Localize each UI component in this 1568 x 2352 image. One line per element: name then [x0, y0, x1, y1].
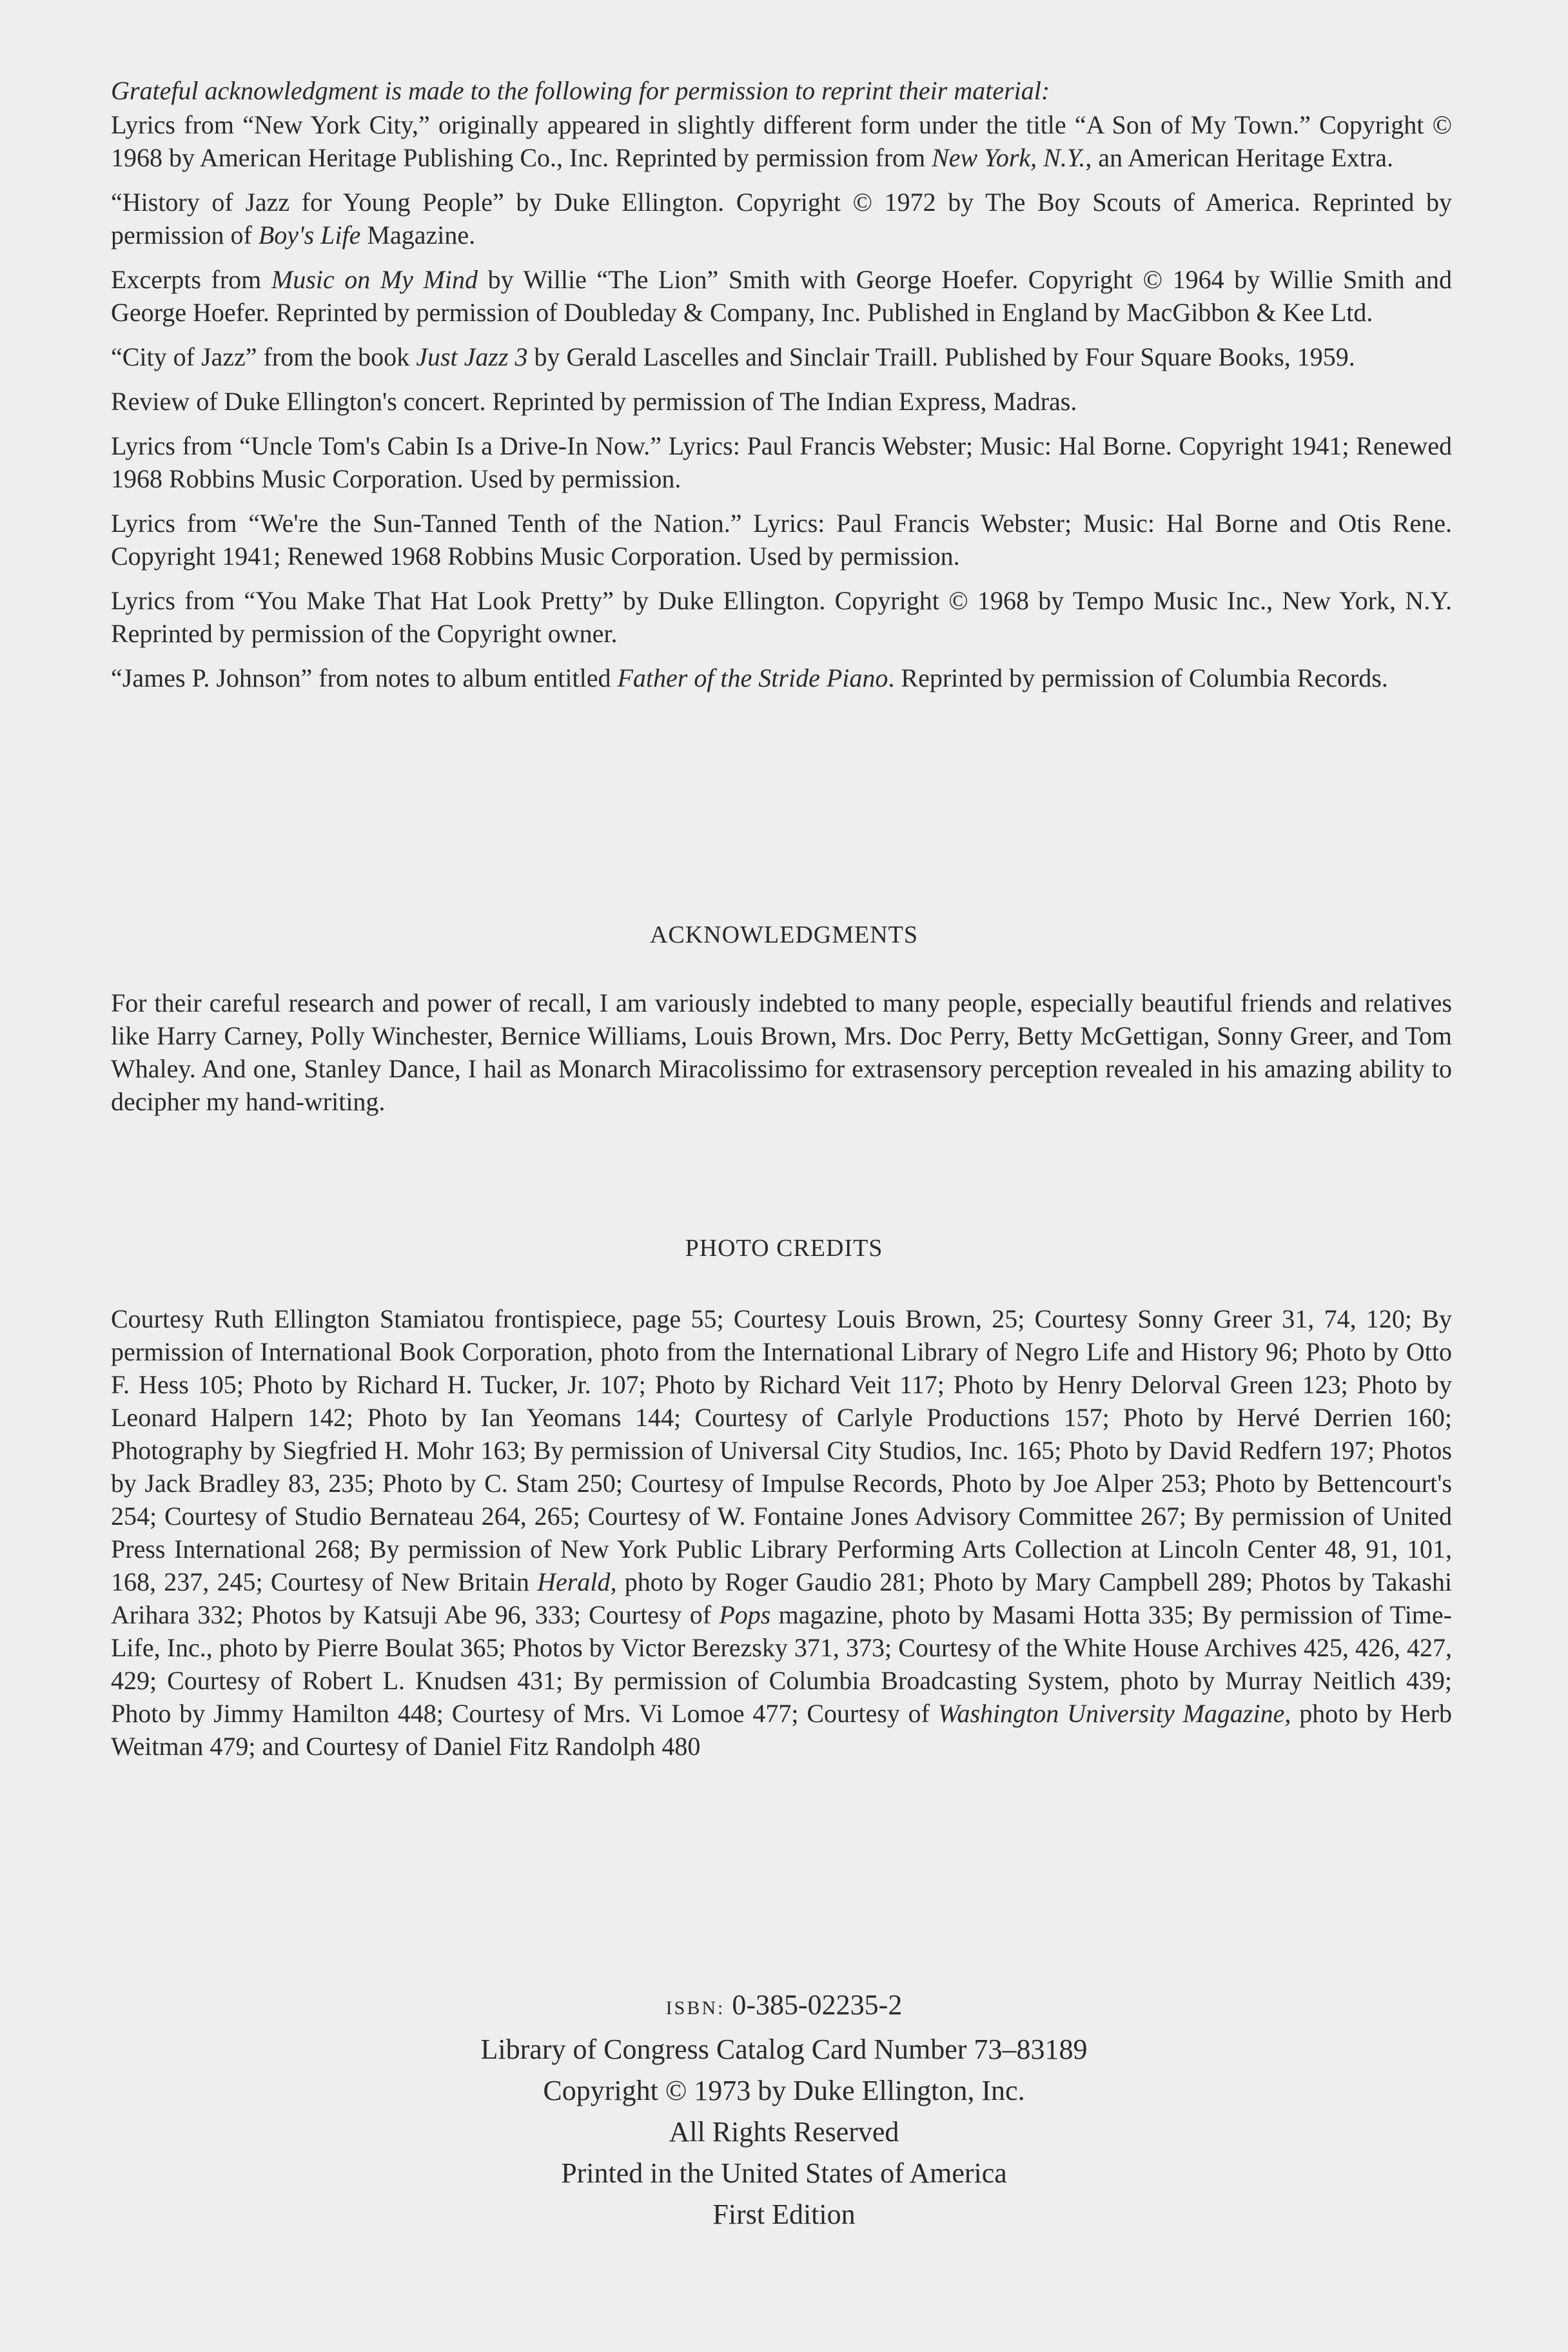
- permission-entry: [111, 186, 1452, 251]
- permission-entry: [111, 584, 1452, 650]
- text-run: “History of Jazz for Young People” by Duke Ellington. Copyright © 1972 by The Boy Scouts of America. Reprinted by permission of: [111, 188, 1452, 250]
- permissions-section: [111, 74, 1452, 706]
- permission-entry: [111, 108, 1452, 174]
- photo-credits-heading: PHOTO CREDITS: [685, 1235, 883, 1262]
- text-run: Lyrics from “Uncle Tom's Cabin Is a Drive-In Now.” Lyrics: Paul Francis Webster; Music: Hal Borne. Copyright 1941; Renewed 1968 Robbins Music Corporation. Used by permission.: [111, 431, 1452, 493]
- text-run: by Gerald Lascelles and Sinclair Traill. Published by Four Square Books, 1959.: [527, 342, 1355, 371]
- italic-title: Washington University Magazine,: [937, 1699, 1291, 1728]
- text-run: Courtesy Ruth Ellington Stamiatou frontispiece, page 55; Courtesy Louis Brown, 25; Courtesy Sonny Greer 31, 74, 120; By permission of International Book Corporation, photo from the International Library of Negro Life and History 96; Photo by Otto F. Hess 105; Photo by Richard H. Tucker, Jr. 107; Photo by Richard Veit 117; Photo by Henry Delorval Green 123; Photo by Leonard Halpern 142; Photo by Ian Yeomans 144; Courtesy of Carlyle Productions 157; Photo by Hervé Derrien 160; Photography by Siegfried H. Mohr 163; By permission of Universal City Studios, Inc. 165; Photo by David Redfern 197; Photos by Jack Bradley 83, 235; Photo by C. Stam 250; Courtesy of Impulse Records, Photo by Joe Alper 253; Photo by Bettencourt's 254; Courtesy of Studio Bernateau 264, 265; Courtesy of W. Fontaine Jones Advisory Committee 267; By permission of United Press International 268; By permission of New York Public Library Performing Arts Collection at Lincoln Center 48, 91, 101, 168, 237, 245; Courtesy of New Britain: [111, 1304, 1452, 1596]
- text-run: “City of Jazz” from the book: [111, 342, 416, 371]
- text-run: photo by Roger Gaudio 281; Photo by Mary Campbell 289; Photos by Takashi Arihara 332; Photos by Katsuji Abe 96, 333; Courtesy of: [111, 1567, 1452, 1629]
- copyright-line: Copyright © 1973 by Duke Ellington, Inc.: [543, 2075, 1025, 2106]
- text-run: Magazine.: [360, 220, 476, 250]
- text-run: photo by Herb Weitman 479; and Courtesy of Daniel Fitz Randolph 480: [111, 1699, 1452, 1761]
- acknowledgments-body: For their careful research and power of recall, I am variously indebted to many people, especially beautiful friends and relatives like Harry Carney, Polly Winchester, Bernice Williams, Louis Brown, Mrs. Doc Perry, Betty McGettigan, Sonny Greer, and Tom Whaley. And one, Stanley Dance, I hail as Monarch Miracolissimo for extrasensory perception revealed in his amazing ability to decipher my hand-writing.: [111, 988, 1452, 1116]
- edition-line: First Edition: [712, 2199, 856, 2230]
- text-run: magazine, photo by Masami Hotta 335; By permission of Time-Life, Inc., photo by Pierre Boulat 365; Photos by Victor Berezsky 371, 373; Courtesy of the White House Archives 425, 426, 427, 429; Courtesy of Robert L. Knudsen 431; By permission of Columbia Broadcasting System, photo by Murray Neitlich 439; Photo by Jimmy Hamilton 448; Courtesy of Mrs. Vi Lomoe 477; Courtesy of: [111, 1600, 1452, 1728]
- isbn-value: 0-385-02235-2: [732, 1989, 903, 2021]
- acknowledgments-heading: ACKNOWLEDGMENTS: [649, 921, 919, 948]
- permission-entry: [111, 429, 1452, 495]
- italic-title: Boy's Life: [258, 220, 361, 250]
- permission-entry: [111, 385, 1452, 418]
- italic-title: Pops: [719, 1600, 771, 1629]
- permission-entry: [111, 340, 1452, 373]
- italic-title: Just Jazz 3: [416, 342, 528, 371]
- isbn-line: [0, 1984, 1568, 2029]
- text-run: Lyrics from “New York City,” originally appeared in slightly different form under the title “A Son of My Town.” Copyright © 1968 by American Heritage Publishing Co., Inc. Reprinted by permission from: [111, 110, 1452, 172]
- text-run: Excerpts from: [111, 265, 271, 294]
- photo-credits-body: [111, 1302, 1452, 1763]
- text-run: , an American Heritage Extra.: [1085, 143, 1393, 172]
- permissions-list: [111, 108, 1452, 694]
- text-run: “James P. Johnson” from notes to album entitled: [111, 663, 618, 692]
- italic-title: Herald,: [537, 1567, 617, 1596]
- italic-title: Father of the Stride Piano: [617, 663, 888, 692]
- catalog-card-line: Library of Congress Catalog Card Number 73–83189: [480, 2034, 1088, 2065]
- text-run: Lyrics from “You Make That Hat Look Pretty” by Duke Ellington. Copyright © 1968 by Tempo Music Inc., New York, N.Y. Reprinted by permission of the Copyright owner.: [111, 586, 1452, 648]
- permission-entry: [111, 662, 1452, 694]
- colophon: [0, 1984, 1568, 2235]
- italic-title: New York, N.Y.: [932, 143, 1086, 172]
- text-run: Lyrics from “We're the Sun-Tanned Tenth of the Nation.” Lyrics: Paul Francis Webster; Music: Hal Borne and Otis Rene. Copyright 1941; Renewed 1968 Robbins Music Corporation. Used by permission.: [111, 509, 1452, 571]
- permission-entry: [111, 507, 1452, 573]
- printed-line: Printed in the United States of America: [561, 2157, 1007, 2189]
- isbn-label: ISBN:: [665, 1997, 725, 2019]
- text-run: . Reprinted by permission of Columbia Records.: [888, 663, 1388, 692]
- permission-entry: [111, 263, 1452, 329]
- permissions-intro: Grateful acknowledgment is made to the following for permission to reprint their material:: [111, 76, 1050, 105]
- rights-line: All Rights Reserved: [669, 2116, 899, 2148]
- text-run: Review of Duke Ellington's concert. Reprinted by permission of The Indian Express, Madras.: [111, 387, 1077, 416]
- italic-title: Music on My Mind: [271, 265, 478, 294]
- text-run: by Willie “The Lion” Smith with George Hoefer. Copyright © 1964 by Willie Smith and George Hoefer. Reprinted by permission of Doubleday & Company, Inc. Published in England by MacGibbon & Kee Ltd.: [111, 265, 1452, 327]
